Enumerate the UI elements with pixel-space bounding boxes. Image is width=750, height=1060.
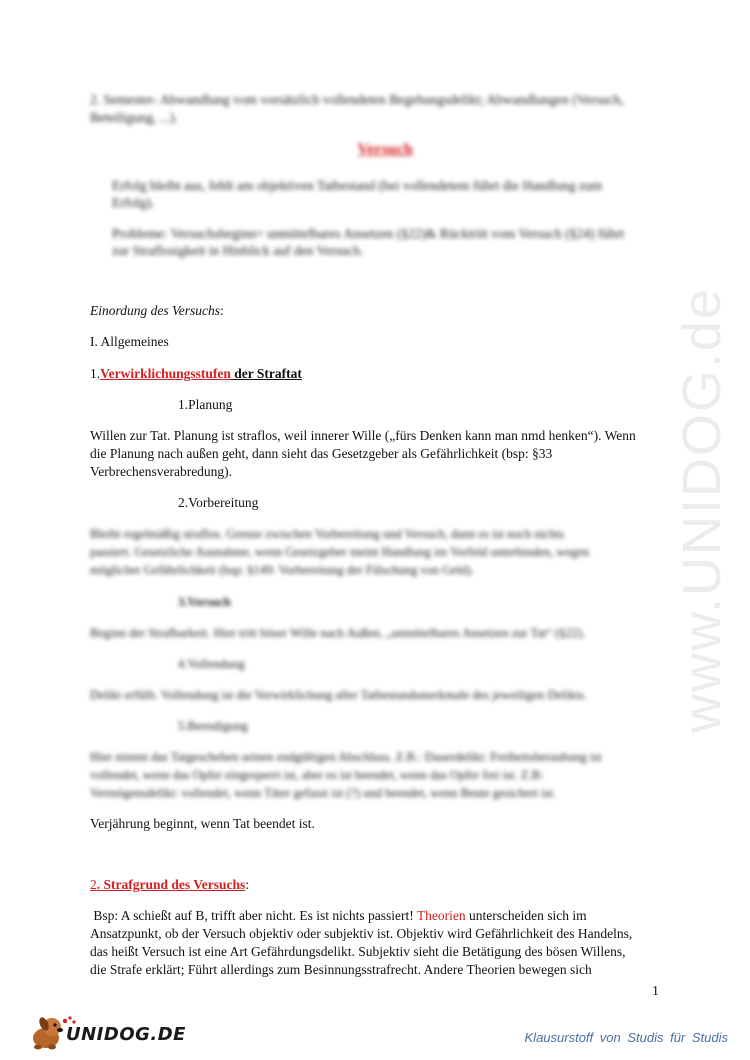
- logo-text: UNIDOG.DE: [66, 1024, 186, 1045]
- footer-slogan: Klausurstoff von Studis für Studis: [524, 1030, 728, 1045]
- section-1-heading: 1.Verwirklichungsstufen der Straftat: [90, 366, 302, 381]
- page-number: 1: [652, 984, 659, 999]
- vollendung-heading: 4.Vollendung: [178, 657, 245, 671]
- planung-line-2: die Planung nach außen geht, dann sieht das Gesetzgeber als Gefährlichkeit (bsp: §33: [90, 446, 553, 461]
- verjaehrung-text: Verjährung beginnt, wenn Tat beendet ist.: [90, 816, 315, 831]
- versuch-text: Beginn der Strafbarkeit. Hier tritt böser Wille nach Außen, „unmittelbares Ansetzen zur Tat“ (§22).: [90, 626, 586, 640]
- einordnung-heading: Einordung des Versuchs:: [90, 303, 224, 318]
- beendigung-line-1: Hier nimmt das Tatgeschehen seinen endgültigen Abschluss. Z.B.: Dauerdelikt: Freiheitsberaubung ist: [90, 750, 602, 764]
- intro-p2-line-2: zur Straflosigkeit in Hinblick auf den Versuch.: [112, 243, 364, 258]
- bsp-line-3: das heißt Versuch ist eine Art Gefährdungsdelikt. Subjektiv sieht die Betätigung des bösen Willens,: [90, 944, 626, 959]
- vorbereitung-line-3: möglicher Gefährlichkeit (bsp: §149: Vorbereitung der Fälschung von Geld).: [90, 563, 474, 577]
- vollendung-text: Delikt erfüllt. Vollendung ist die Verwirklichung aller Tatbestandsmerkmale des jeweiligen Delikts.: [90, 688, 587, 702]
- watermark: www.UNIDOG.de: [672, 286, 732, 734]
- versuch-heading: 3.Versuch: [178, 595, 231, 609]
- intro-line-1: 2. Semester- Abwandlung vom vorsätzlich vollendeten Begehungsdelikt; Abwandlungen (Versuch,: [90, 92, 624, 107]
- bsp-line-4: die Strafe erklärt; Führt allerdings zum Besinnungsstrafrecht. Andere Theorien bewegen sich: [90, 962, 592, 977]
- allgemeines-heading: I. Allgemeines: [90, 334, 169, 349]
- planung-line-1: Willen zur Tat. Planung ist straflos, weil innerer Wille („fürs Denken kann man nmd henken“). Wenn: [90, 428, 636, 443]
- vorbereitung-heading: 2.Vorbereitung: [178, 495, 259, 510]
- planung-line-3: Verbrechensverabredung).: [90, 464, 233, 479]
- vorbereitung-line-2: passiert. Gesetzliche Ausnahme, wenn Gesetzgeber meint Handlung im Vorfeld unterbinden, wegen: [90, 545, 590, 559]
- section-2-heading: 2. Strafgrund des Versuchs:: [90, 877, 250, 892]
- beendigung-line-3: Vermögensdelikt: vollendet, wenn Täter gefasst ist (?) und beendet, wenn Beute gesichert ist.: [90, 786, 556, 800]
- bsp-line-2: Ansatzpunkt, ob der Versuch objektiv oder subjektiv ist. Objektiv wird Gefährlichkeit des Handelns,: [90, 926, 633, 941]
- intro-p1-line-1: Erfolg bleibt aus, fehlt am objektiven Tatbestand (bei vollendetem führt die Handlung zum: [112, 178, 603, 193]
- vorbereitung-line-1: Bleibt regelmäßig straflos. Grenze zwischen Vorbereitung und Versuch, dann es ist noch nichts: [90, 527, 565, 541]
- planung-heading: 1.Planung: [178, 397, 233, 412]
- intro-p2-line-1: Probleme: Versuchsbeginn= unmittelbares Ansetzen (§22)& Rücktritt vom Versuch (§24) führt: [112, 226, 625, 241]
- intro-line-2: Beteiligung, ...).: [90, 110, 178, 125]
- beendigung-heading: 5.Beendigung: [178, 719, 248, 733]
- intro-p1-line-2: Erfolg).: [112, 195, 155, 210]
- bsp-line-1: Bsp: A schießt auf B, trifft aber nicht. Es ist nichts passiert! Theorien unterscheiden sich im: [90, 908, 587, 923]
- beendigung-line-2: vollendet, wenn das Opfer eingesperrt ist, aber es ist beendet, wenn das Opfer frei ist. Z.B:: [90, 768, 544, 782]
- versuch-title: Versuch: [357, 141, 413, 158]
